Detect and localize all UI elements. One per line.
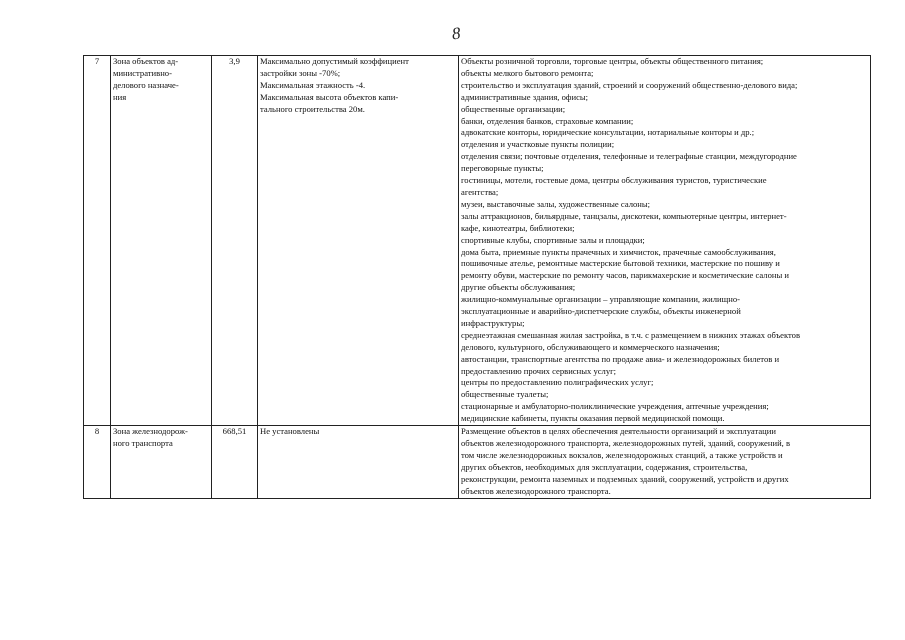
permitted-uses-cell xyxy=(459,56,871,426)
permitted-use-line: инфраструктуры; xyxy=(461,317,525,328)
permitted-use-line: других объектов, необходимых для эксплуатации, содержания, строительства, xyxy=(461,461,748,472)
permitted-use-line: общественные организации; xyxy=(461,103,566,114)
area-cell: 668,51 xyxy=(212,426,258,498)
permitted-use-line: реконструкции, ремонта наземных и подземных зданий, сооружений, устройств и других xyxy=(461,473,789,484)
permitted-use-line: объекты мелкого бытового ремонта; xyxy=(461,67,594,78)
permitted-use-line: агентства; xyxy=(461,186,499,197)
permitted-use-line: музеи, выставочные залы, художественные салоны; xyxy=(461,198,651,209)
permitted-use-line: Размещение объектов в целях обеспечения деятельности организаций и эксплуатации xyxy=(461,426,776,437)
permitted-use-line: том числе железнодорожных вокзалов, железнодорожных станций, а также устройств и xyxy=(461,449,783,460)
zone-name-line: министративно- xyxy=(113,67,172,78)
permitted-use-line: строительство и эксплуатация зданий, строений и сооружений общественно-делового вида; xyxy=(461,79,798,90)
zone-name-line: ния xyxy=(113,91,127,102)
parameter-line: Не установлены xyxy=(260,426,320,437)
permitted-uses-cell xyxy=(459,426,871,498)
parameter-line: застройки зоны -70%; xyxy=(260,67,341,78)
table-row xyxy=(84,426,871,498)
zone-name-line: Зона железнодорож- xyxy=(113,426,188,437)
permitted-use-line: отделения связи; почтовые отделения, телефонные и телеграфные станции, междугородние xyxy=(461,151,797,162)
permitted-use-line: среднеэтажная смешанная жилая застройка, в т.ч. с размещением в нижних этажах объектов xyxy=(461,329,801,340)
permitted-use-line: предоставлению прочих сервисных услуг; xyxy=(461,365,617,376)
permitted-use-line: объектов железнодорожного транспорта. xyxy=(461,485,611,496)
permitted-use-line: другие объекты обслуживания; xyxy=(461,282,576,293)
zone-name-cell xyxy=(111,426,212,498)
permitted-use-line: эксплуатационные и аварийно-диспетчерские службы, объекты инженерной xyxy=(461,306,741,317)
permitted-use-line: гостиницы, мотели, гостевые дома, центры обслуживания туристов, туристические xyxy=(461,175,767,186)
zone-name-line: делового назначе- xyxy=(113,79,179,90)
permitted-use-line: жилищно-коммунальные организации – управляющие компании, жилищно- xyxy=(461,294,741,305)
permitted-use-line: переговорные пункты; xyxy=(461,163,544,174)
permitted-use-line: административные здания, офисы; xyxy=(461,91,589,102)
zones-table xyxy=(83,55,871,499)
permitted-use-line: банки, отделения банков, страховые компании; xyxy=(461,115,634,126)
permitted-use-line: пошивочные ателье, ремонтные мастерские бытовой техники, мастерские по пошиву и xyxy=(461,258,780,269)
parameter-line: Максимальная высота объектов капи- xyxy=(260,91,399,102)
permitted-use-line: делового, культурного, обслуживающего и коммерческого назначения; xyxy=(461,341,720,352)
permitted-use-line: Объекты розничной торговли, торговые центры, объекты общественного питания; xyxy=(461,56,764,66)
permitted-use-line: ремонту обуви, мастерские по ремонту часов, парикмахерские и косметические салоны и xyxy=(461,270,789,281)
zone-name-cell xyxy=(111,56,212,426)
permitted-use-line: автостанции, транспортные агентства по продаже авиа- и железнодорожных билетов и xyxy=(461,353,780,364)
permitted-use-line: объектов железнодорожного транспорта, железнодорожных путей, зданий, сооружений, в xyxy=(461,438,791,448)
row-number-cell: 8 xyxy=(84,426,111,498)
permitted-use-line: отделения и участковые пункты полиции; xyxy=(461,139,615,150)
building-parameters-cell xyxy=(258,426,459,498)
zone-name-line: Зона объектов ад- xyxy=(113,56,179,66)
area-cell: 3,9 xyxy=(212,56,258,426)
zones-table-body xyxy=(84,56,871,499)
permitted-use-line: центры по предоставлению полиграфических услуг; xyxy=(461,377,654,388)
permitted-use-line: кафе, кинотеатры, библиотеки; xyxy=(461,222,575,233)
building-parameters-cell xyxy=(258,56,459,426)
zone-name-line: ного транспорта xyxy=(113,438,173,448)
parameter-line: тального строительства 20м. xyxy=(260,103,365,114)
permitted-use-line: общественные туалеты; xyxy=(461,389,549,400)
page-number: 8 xyxy=(450,23,462,44)
row-number-cell: 7 xyxy=(84,56,111,426)
permitted-use-line: адвокатские конторы, юридические консультации, нотариальные конторы и др.; xyxy=(461,127,755,138)
permitted-use-line: медицинские кабинеты, пункты оказания первой медицинской помощи. xyxy=(461,413,725,424)
parameter-line: Максимальная этажность -4. xyxy=(260,79,366,90)
table-row xyxy=(84,56,871,426)
parameter-line: Максимально допустимый коэффициент xyxy=(260,56,409,66)
permitted-use-line: залы аттракционов, бильярдные, танцзалы, дискотеки, компьютерные центры, интернет- xyxy=(461,210,787,221)
permitted-use-line: стационарные и амбулаторно-поликлинические учреждения, аптечные учреждения; xyxy=(461,401,769,412)
permitted-use-line: дома быта, приемные пункты прачечных и химчисток, прачечные самообслуживания, xyxy=(461,246,776,257)
permitted-use-line: спортивные клубы, спортивные залы и площадки; xyxy=(461,234,645,245)
